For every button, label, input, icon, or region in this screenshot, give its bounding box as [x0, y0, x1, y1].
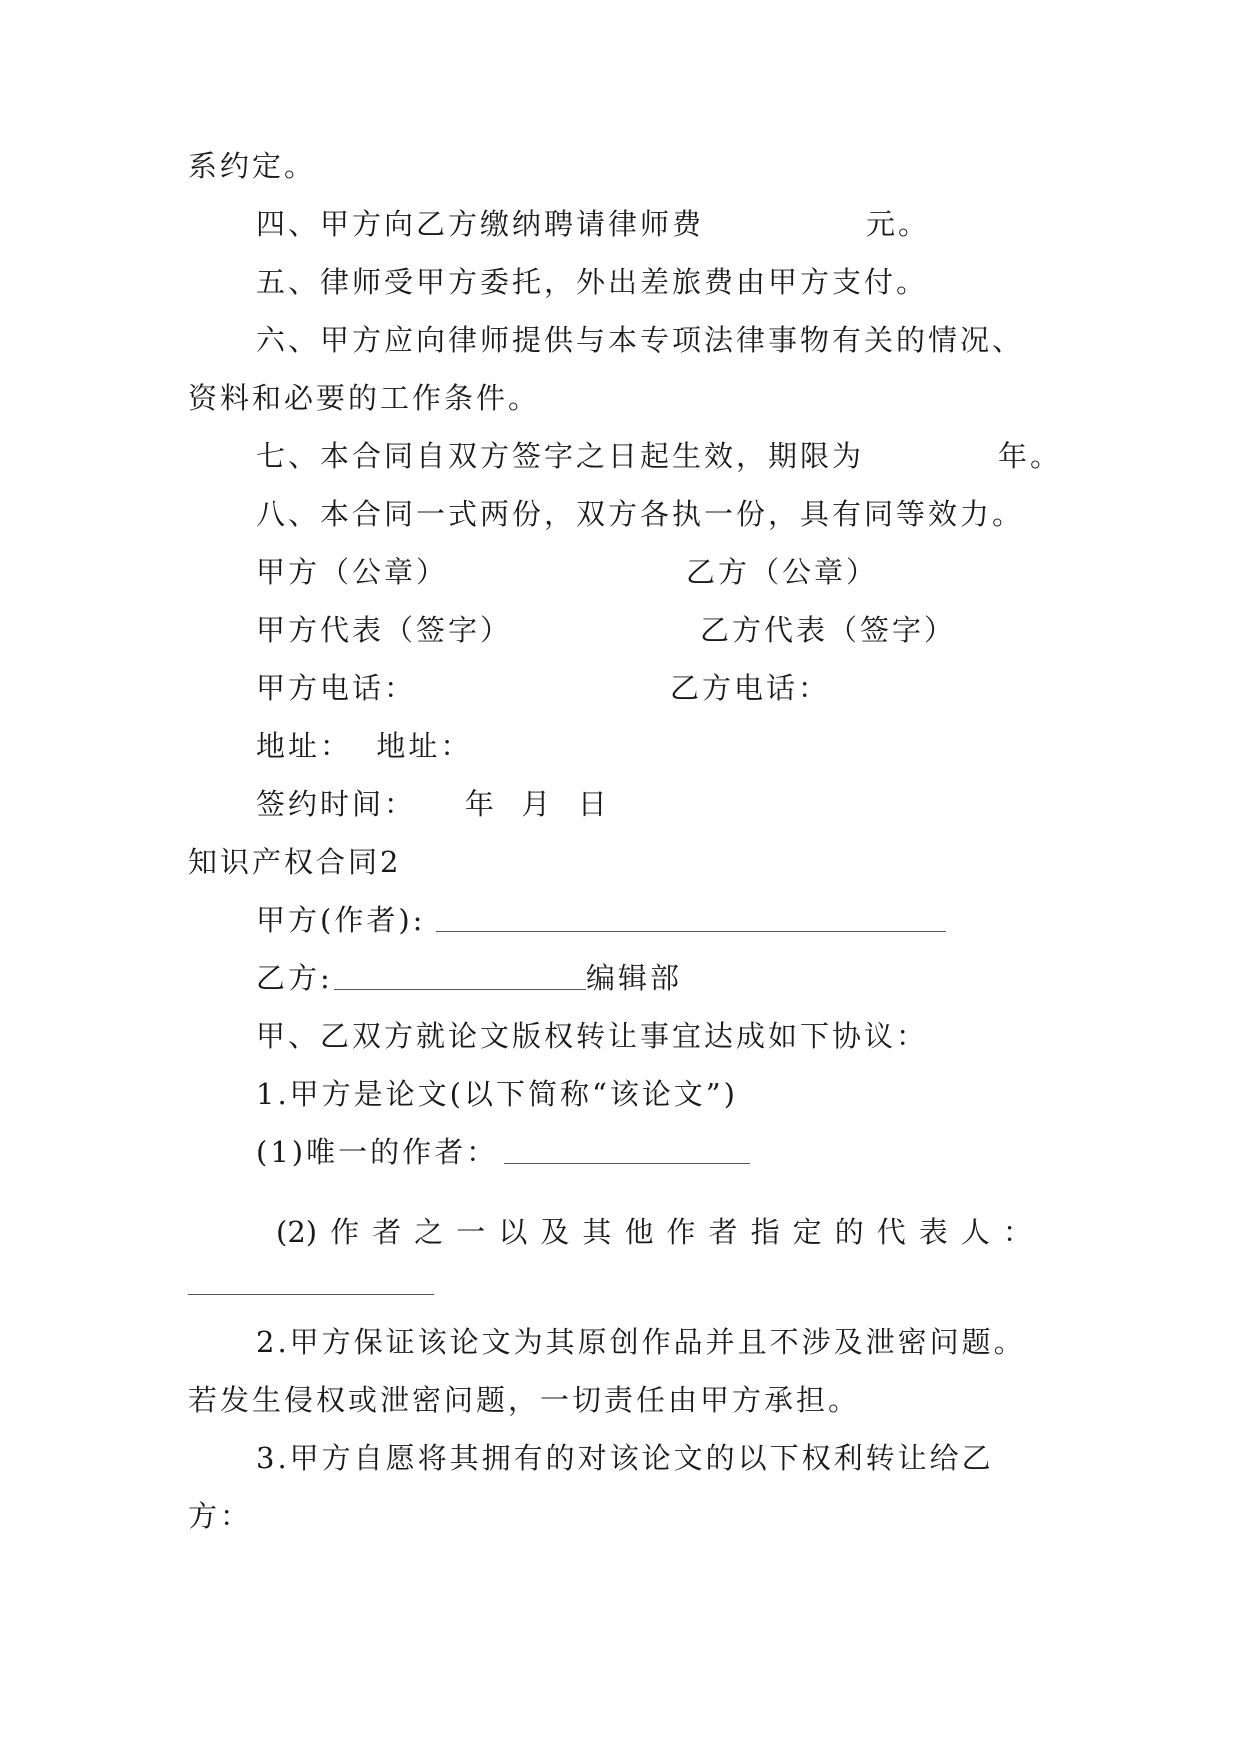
- item-1-2-char: 定: [792, 1215, 822, 1249]
- sign-time: 签约时间： 年 月 日: [256, 787, 610, 821]
- clause-4-text: 四、甲方向乙方缴纳聘请律师费: [256, 207, 705, 241]
- clause-4-unit: 元。: [866, 207, 931, 241]
- item-1-2-char: 一: [456, 1215, 486, 1249]
- clause-6-line-2: 资料和必要的工作条件。: [188, 381, 541, 415]
- item-1-1-label: (1)唯一的作者：: [256, 1135, 499, 1169]
- item-1-2-char: 者: [708, 1215, 738, 1249]
- item-1-2-char: 及: [540, 1215, 570, 1249]
- item-2-line-1: 2.甲方保证该论文为其原创作品并且不涉及泄密问题。: [256, 1325, 1026, 1359]
- party-b-blank: [334, 989, 586, 990]
- contract-2-title: 知识产权合同2: [188, 845, 402, 879]
- item-1-2-char: 代: [876, 1215, 906, 1249]
- party-a-phone: 甲方电话：: [256, 671, 417, 705]
- party-b-representative: 乙方代表（签字）: [700, 613, 957, 647]
- item-1-2-char: 作: [330, 1215, 360, 1249]
- item-1-2-char: 者: [372, 1215, 402, 1249]
- party-b-suffix: 编辑部: [586, 961, 683, 995]
- party-a-blank: [436, 931, 946, 932]
- party-a-representative: 甲方代表（签字）: [256, 613, 513, 647]
- item-1-2-char: 以: [498, 1215, 528, 1249]
- sole-author-blank: [504, 1163, 750, 1164]
- address-line: 地址： 地址：: [256, 729, 473, 763]
- party-b-seal: 乙方（公章）: [686, 555, 879, 589]
- party-b-phone: 乙方电话：: [670, 671, 831, 705]
- item-1-2-char: (2): [276, 1215, 318, 1249]
- item-3-line-2: 方：: [188, 1499, 253, 1533]
- item-1-2-char: 其: [582, 1215, 612, 1249]
- agreement-intro: 甲、乙双方就论文版权转让事宜达成如下协议：: [256, 1019, 929, 1053]
- party-a-author-label: 甲方(作者):: [256, 903, 426, 937]
- clause-7-unit: 年。: [998, 439, 1063, 473]
- clause-5: 五、律师受甲方委托，外出差旅费由甲方支付。: [256, 265, 929, 299]
- representative-blank: [188, 1294, 434, 1295]
- item-1-2-char: 他: [624, 1215, 654, 1249]
- item-2-line-2: 若发生侵权或泄密问题，一切责任由甲方承担。: [188, 1383, 861, 1417]
- item-1: 1.甲方是论文(以下简称“该论文”): [256, 1077, 738, 1111]
- item-3-line-1: 3.甲方自愿将其拥有的对该论文的以下权利转让给乙: [256, 1441, 994, 1475]
- clause-7-text: 七、本合同自双方签字之日起生效，期限为: [256, 439, 865, 473]
- party-a-seal: 甲方（公章）: [256, 555, 449, 589]
- clause-3-tail: 系约定。: [188, 149, 317, 183]
- item-1-2-char: 人: [960, 1215, 990, 1249]
- item-1-2-char: 表: [918, 1215, 948, 1249]
- clause-8: 八、本合同一式两份，双方各执一份，具有同等效力。: [256, 497, 1025, 531]
- party-b-label: 乙方:: [256, 961, 333, 995]
- item-1-2-char: 的: [834, 1215, 864, 1249]
- clause-6-line-1: 六、甲方应向律师提供与本专项法律事物有关的情况、: [256, 323, 1025, 357]
- item-1-2-char: 之: [414, 1215, 444, 1249]
- item-1-2-char: 作: [666, 1215, 696, 1249]
- item-1-2-label: [276, 1212, 1032, 1252]
- item-1-2-char: 指: [750, 1215, 780, 1249]
- item-1-2-char: ：: [1002, 1215, 1032, 1249]
